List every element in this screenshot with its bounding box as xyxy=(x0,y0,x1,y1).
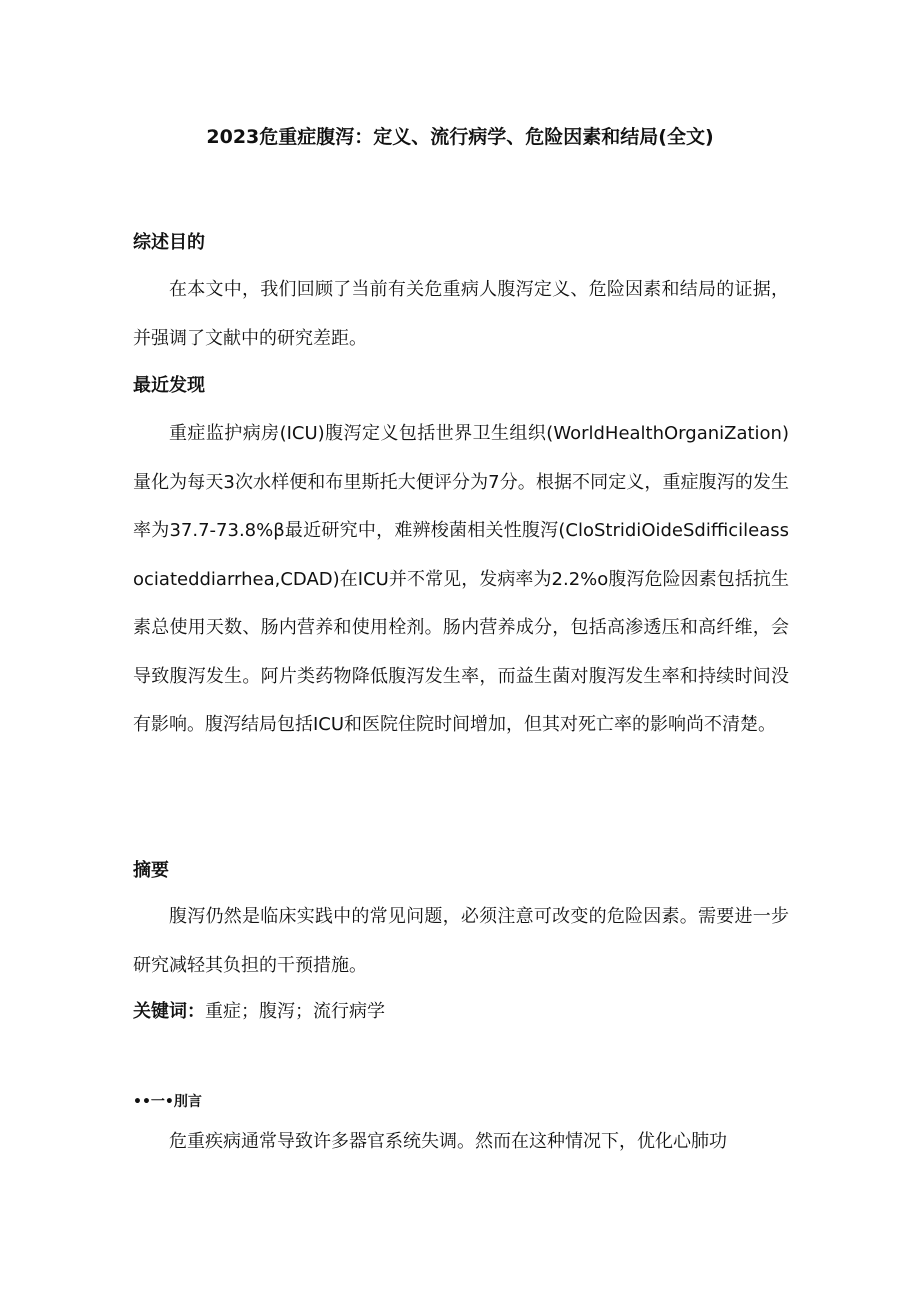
section-body-introduction: 危重疾病通常导致许多器官系统失调。然而在这种情况下，优化心肺功 xyxy=(169,1131,727,1152)
keywords-value: 重症；腹泻；流行病学 xyxy=(205,1001,385,1022)
section-heading-review-purpose: 综述目的 xyxy=(133,232,205,253)
section-body-summary: 腹泻仍然是临床实践中的常见问题，必须注意可改变的危险因素。需要进一步研究减轻其负担的干预措施。 xyxy=(133,906,789,976)
keywords-line xyxy=(133,998,385,1026)
document-title: 2023危重症腹泻：定义、流行病学、危险因素和结局(全文) xyxy=(206,126,714,148)
section-body-recent-findings: 重症监护病房(ICU)腹泻定义包括世界卫生组织(WorldHealthOrganiZation)量化为每天3次水样便和布里斯托大便评分为7分。根据不同定义，重症腹泻的发生率为37.7-73.8%β最近研究中，难辨梭菌相关性腹泻(CloStridiOideSdifficileassociateddiarrhea,CDAD)在ICU并不常见，发病率为2.2%o腹泻危险因素包括抗生素总使用天数、肠内营养和使用栓剂。肠内营养成分，包括高渗透压和高纤维，会导致腹泻发生。阿片类药物降低腹泻发生率，而益生菌对腹泻发生率和持续时间没有影响。腹泻结局包括ICU和医院住院时间增加，但其对死亡率的影响尚不清楚。 xyxy=(133,423,789,735)
section-heading-introduction: ••一•刖言 xyxy=(133,1094,202,1110)
section-body-review-purpose: 在本文中，我们回顾了当前有关危重病人腹泻定义、危险因素和结局的证据，并强调了文献中的研究差距。 xyxy=(133,279,789,349)
section-heading-summary: 摘要 xyxy=(133,860,169,881)
keywords-label: 关键词： xyxy=(133,1001,205,1022)
section-heading-recent-findings: 最近发现 xyxy=(133,375,205,396)
